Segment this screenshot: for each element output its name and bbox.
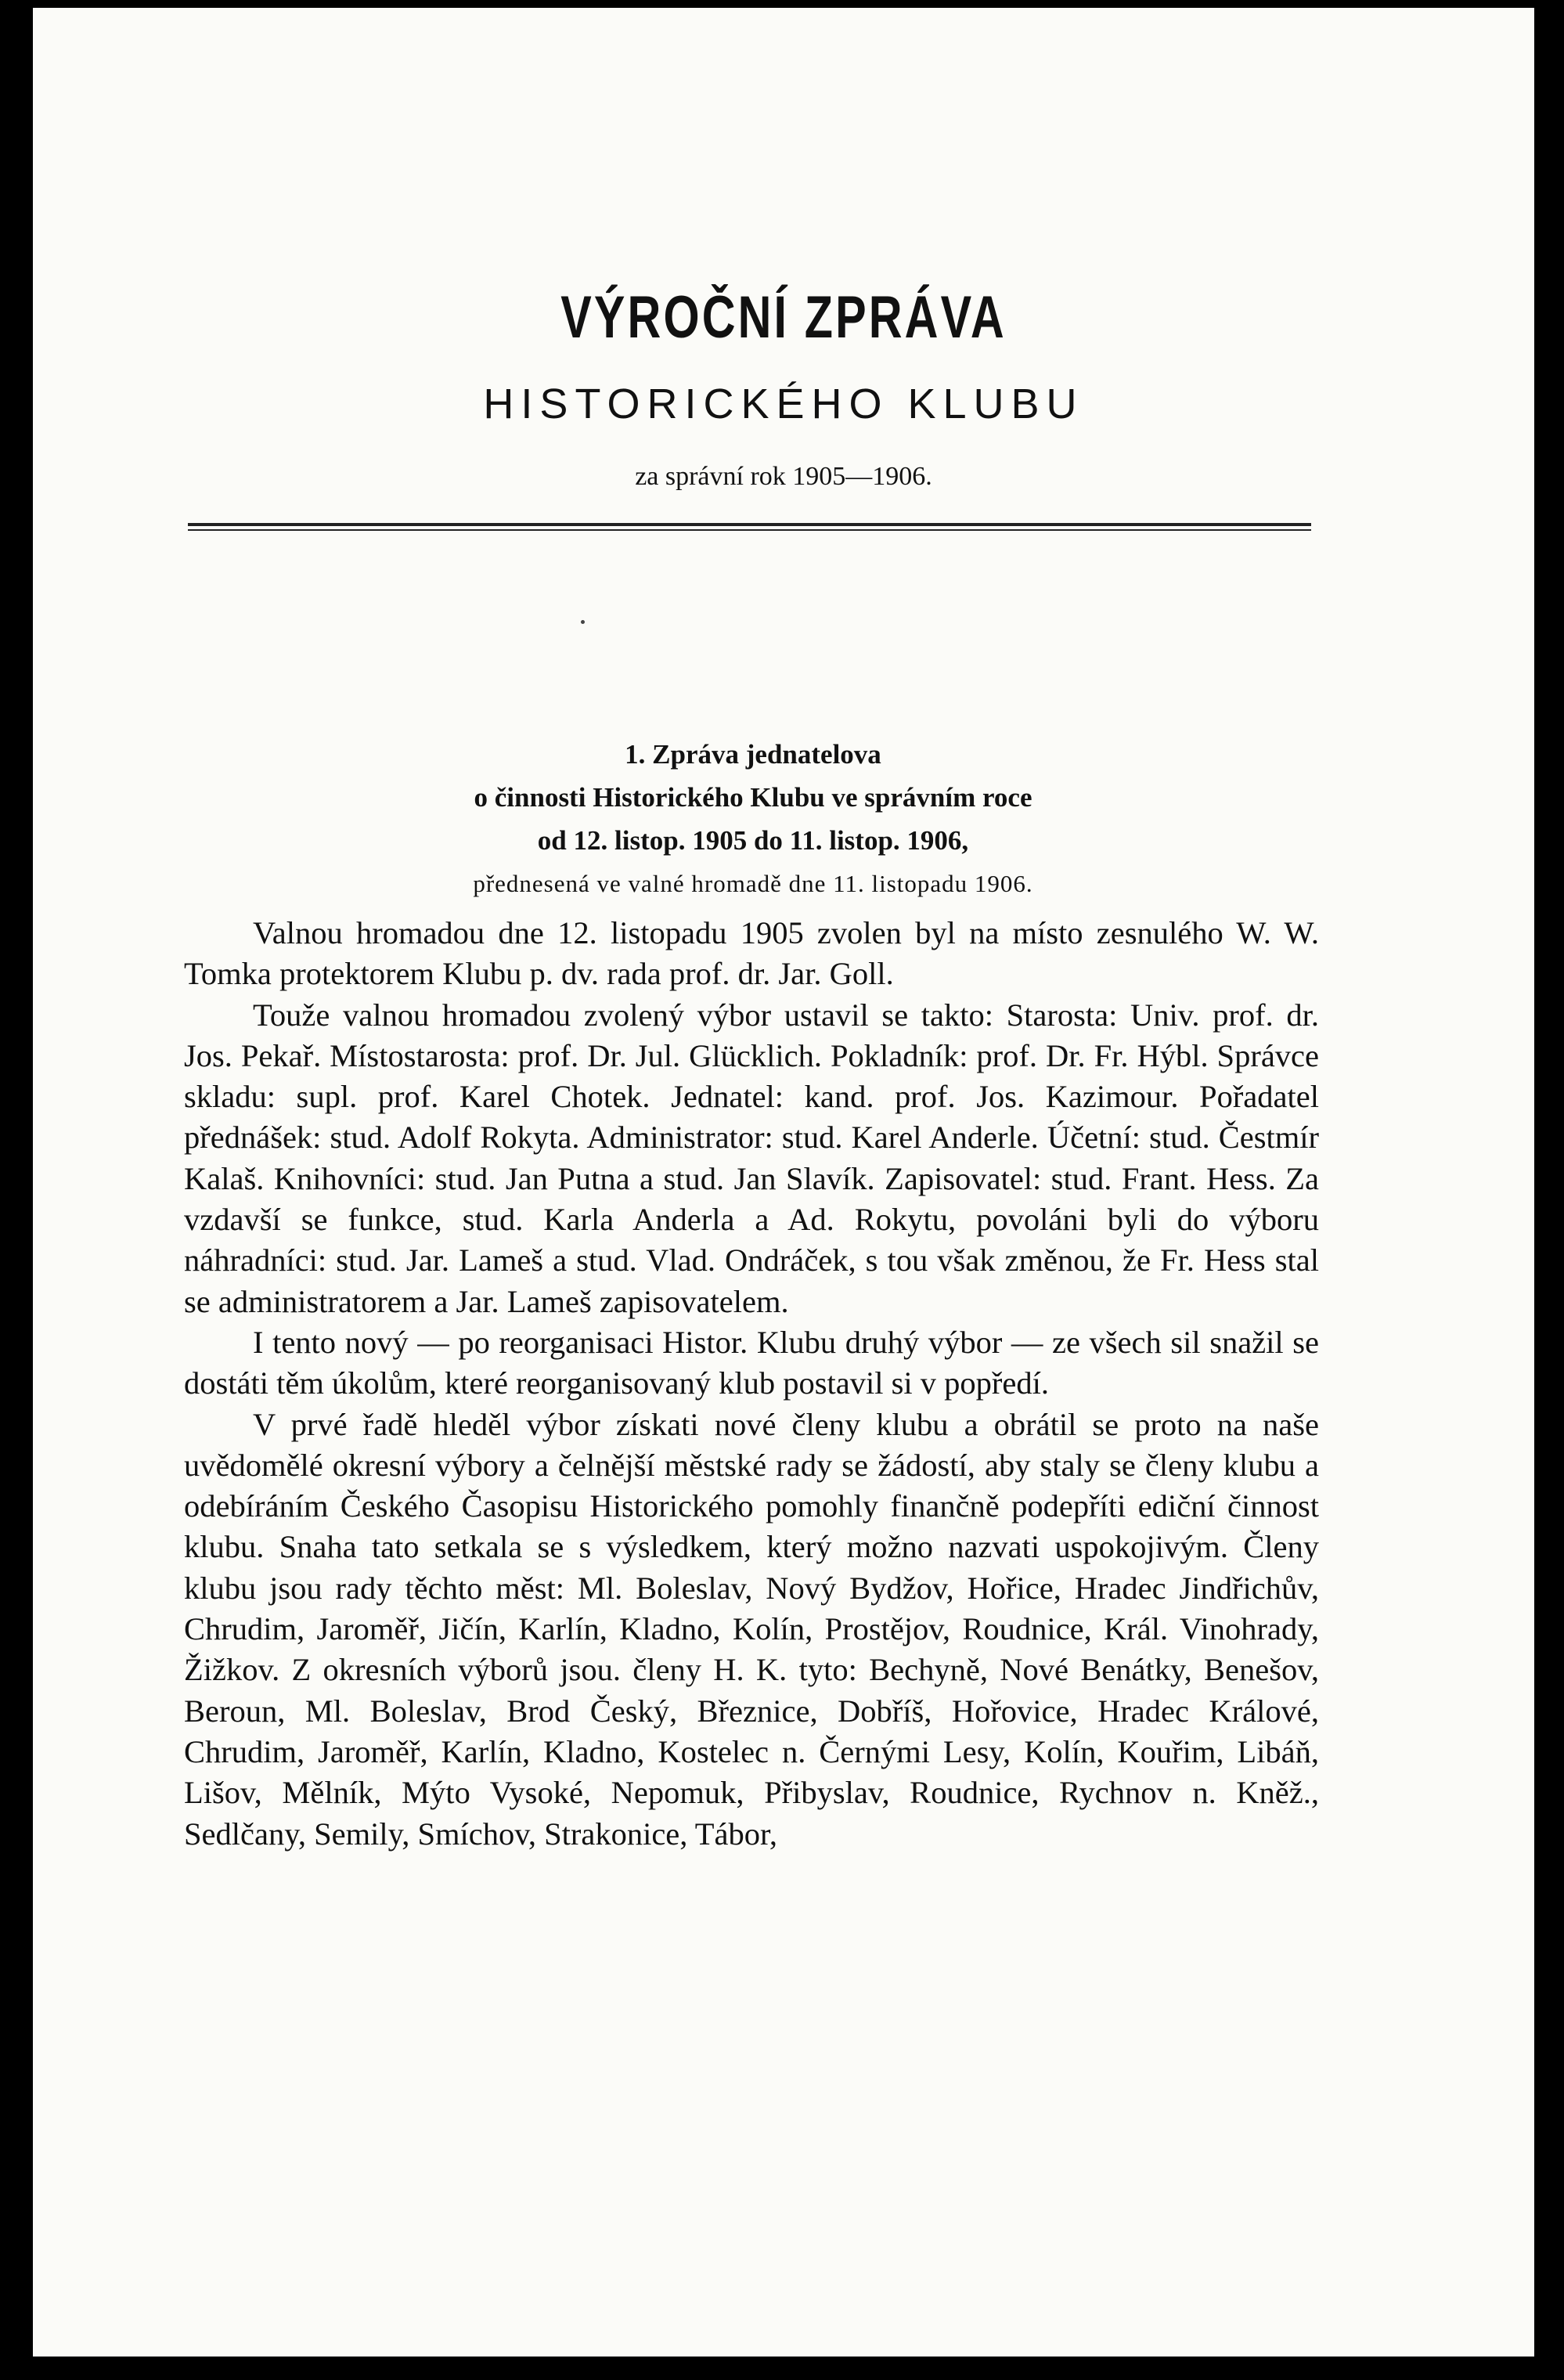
paragraph: Touže valnou hromadou zvolený výbor ustavil se takto: Starosta: Univ. prof. dr. Jos. Pekař. Místostarosta: prof. Dr. Jul. Glücklich. Pokladník: prof. Dr. Fr. Hýbl. Správce skladu: supl. prof. Karel Chotek. Jednatel: kand. prof. Jos. Kazimour. Pořadatel přednášek: stud. Adolf Rokyta. Administrator: stud. Karel Anderle. Účetní: stud. Čestmír Kalaš. Knihovníci: stud. Jan Putna a stud. Jan Slavík. Zapisovatel: stud. Frant. Hess. Za vzdavší se funkce, stud. Karla Anderla a Ad. Rokytu, povoláni byli do výboru náhradníci: stud. Jar. Lameš a stud. Vlad. Ondráček, s tou však změnou, že Fr. Hess stal se administratorem a Jar. Lameš zapisovatelem.: [184, 997, 1319, 1319]
section-heading: 1. Zpráva jednatelova: [625, 739, 881, 770]
paragraph: V prvé řadě hleděl výbor získati nové členy klubu a obrátil se proto na naše uvědomělé okresní výbory a čelnější městské rady se žádostí, aby staly se členy klubu a odebíráním Českého Časopisu Historického pomohly finančně podepříti ediční činnost klubu. Snaha tato setkala se s výsledkem, který možno nazvati uspokojivým. Členy klubu jsou rady těchto měst: Ml. Boleslav, Nový Bydžov, Hořice, Hradec Jindřichův, Chrudim, Jaroměř, Jičín, Karlín, Kladno, Kolín, Prostějov, Roudnice, Král. Vinohrady, Žižkov. Z okresních výborů jsou. členy H. K. tyto: Bechyně, Nové Benátky, Benešov, Beroun, Ml. Boleslav, Brod Český, Březnice, Dobříš, Hořovice, Hradec Králové, Chrudim, Jaroměř, Karlín, Kladno, Kostelec n. Černými Lesy, Kolín, Kouřim, Libáň, Lišov, Mělník, Mýto Vysoké, Nepomuk, Přibyslav, Roudnice, Rychnov n. Kněž., Sedlčany, Semily, Smíchov, Strakonice, Tábor,: [184, 1406, 1319, 1852]
section-header: [182, 733, 1324, 905]
report-title: VÝROČNÍ ZPRÁVA: [560, 284, 1007, 351]
report-body: [184, 913, 1319, 1855]
paragraph: Valnou hromadou dne 12. listopadu 1905 zvolen byl na místo zesnulého W. W. Tomka protektorem Klubu p. dv. rada prof. dr. Jar. Goll.: [184, 915, 1319, 992]
report-period: za správní rok 1905—1906.: [635, 462, 932, 491]
section-delivered: přednesená ve valné hromadě dne 11. listopadu 1906.: [473, 870, 1033, 897]
scanned-page: [33, 8, 1534, 2357]
print-speck: [581, 620, 585, 624]
paragraph: I tento nový — po reorganisaci Histor. Klubu druhý výbor — ze všech sil snažil se dostáti těm úkolům, které reorganisovaný klub postavil si v popředí.: [184, 1324, 1319, 1401]
section-subject: o činnosti Historického Klubu ve správním roce: [474, 782, 1032, 813]
title-rule-top: [188, 523, 1311, 526]
section-dates: od 12. listop. 1905 do 11. listop. 1906,: [537, 825, 969, 856]
report-subtitle: HISTORICKÉHO KLUBU: [483, 380, 1084, 427]
title-rule-bottom: [188, 529, 1311, 531]
